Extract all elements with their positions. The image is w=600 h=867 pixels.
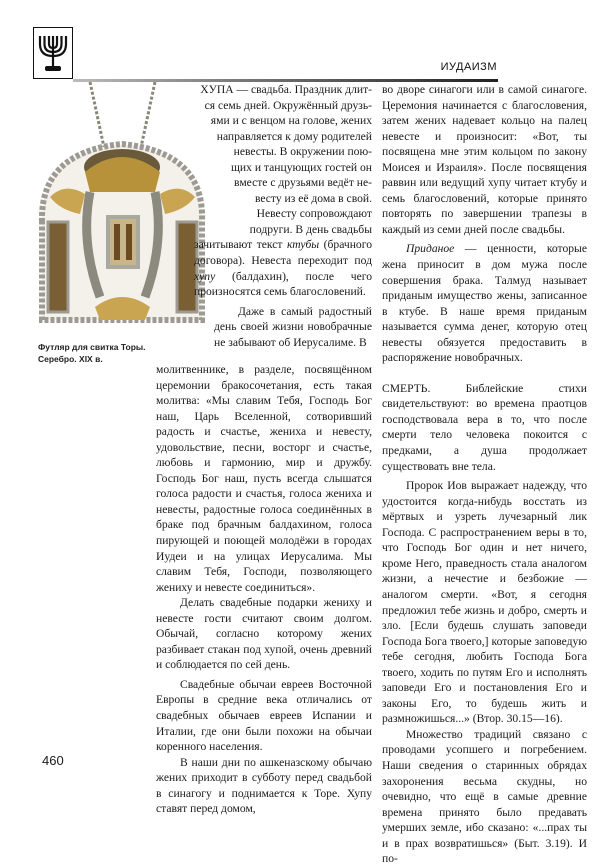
ceremony-paragraph: во дворе синагоги или в самой синагоге. Церемония начинается с благословения, затем жених надевает кольцо на палец невесте и произносит: «Вот, ты посвящена мне этим кольцом по закону Моисея и Израиля». После посвящения раввин или ведущий хупу читает ктубу и семь благословений, которые принято повторять по завершении трапезы в каждый из семи дней после свадьбы. (382, 83, 587, 236)
text-line: направляется к дому родителей (216, 129, 372, 143)
left-column-main (156, 362, 372, 817)
menorah-icon (37, 32, 69, 74)
prayer-paragraph: молитвеннике, в разделе, посвящённом церемонии бракосочетания, есть такая молитва: «Мы славим Тебя, Господь Бог наш, Царь Вселенной, сотворивший радость и счастье, жениха и невесту, удовольствие, песни, восторг и счастье, любовь и гармонию, мир и дружбу. Господь Бог наш, пусть всегда слышатся голоса радости и счастья, голоса жениха и невесты, радостные голоса соединённых в браке под брачным балдахином, голоса пирующей и поющей молодёжи в городах Иудеи и на улицах Иерусалима. Мы славим Тебя, Господи, позволяющего жениху и невесте соединиться». (156, 363, 372, 594)
burial-paragraph: Множество традиций связано с проводами усопшего и погребением. Наши сведения о старинных обрядах захоронения весьма скудны, но очевидно, что ещё в самые древние времена принято было предавать умерших земле, ибо сказано: «...прах ты и в прах возвратишься» (Быт. 3.19). И по- (382, 727, 587, 866)
ashkenazi-paragraph: В наши дни по ашкеназскому обычаю жених приходит в субботу перед свадьбой в синагогу и поднимается к Торе. Хупу ставят перед домом, (156, 755, 372, 816)
term-death: СМЕРТЬ (382, 381, 428, 395)
page-number: 460 (42, 753, 64, 768)
right-column (382, 82, 587, 867)
ketuba-paragraph: зачитывают текст ктубы (брачного договора). Невеста переходит под хупу (балдахин), после чего произносятся семь благословений. (194, 238, 372, 299)
section-title: ИУДАИЗМ (440, 61, 497, 73)
caption-line-1: Футляр для свитка Торы. (38, 342, 146, 352)
dowry-paragraph: Приданое — ценности, которые жена приносит в дом мужа после совершения брака. Талмуд называет приданым имущество жены, записанное в ктубе. В наше время приданым называется сумма денег, которую отец невесты обязуется предоставить в распоряжение новобрачных. (382, 242, 587, 365)
left-column-wrap (180, 82, 372, 350)
figure-caption (38, 341, 173, 365)
job-paragraph: Пророк Иов выражает надежду, что удостоится когда-нибудь восстать из мёртвых и узреть лучезарный лик Господа. С распространением веры в то, что Господь Бог один и нет ничего, кроме Него, праведность стала аналогом жизни, а нечестие и безбожие — аналогом смерти. «Вот, я сегодня предложил тебе жизнь и добро, смерть и зло. [Если будешь слушать заповеди Господа Бога твоего,] которые заповедую тебе сегодня, любить Господа Бога твоего, ходить по путям Его и исполнять заповеди Его и постановления Его и законы Его, то будешь жить и размножишься...» (Втор. 30.15—16). (382, 479, 587, 726)
jerusalem-paragraph: Даже в самый радостный день своей жизни новобрачные не забывают об Иерусалиме. В (214, 304, 372, 349)
gifts-paragraph: Делать свадебные подарки жениху и невесте гости считают своим долгом. Обычай, согласно которому жених разбивает стакан под хупой, очень древний и соблюдается по сей день. (156, 596, 372, 672)
text-line: ся семь дней. Окружённый друзь- (204, 98, 372, 112)
caption-line-2: Серебро. XIX в. (38, 354, 103, 364)
term-dowry: Приданое (406, 242, 455, 256)
customs-paragraph: Свадебные обычаи евреев Восточной Европы в средние века отличались от свадебных обычаев евреев Испании и Италии, где они были похожи на обычаи коренного населения. (156, 677, 372, 754)
text-line: вместе с друзьями ведёт не- (234, 176, 372, 190)
term-ketuba: ктубы (286, 238, 320, 252)
text-line: весту из её дома в свой. (254, 191, 372, 205)
text-line: Невесту сопровождают (256, 207, 372, 221)
text-line: подруги. В день свадьбы (249, 222, 372, 236)
text-line: ХУПА — свадьба. Праздник длит- (200, 83, 372, 96)
text-line: невесты. В окружении пою- (233, 145, 372, 159)
term-hupa: хупу (194, 269, 216, 283)
text-line: щих и танцующих гостей он (231, 160, 372, 174)
section-logo (33, 27, 73, 79)
death-paragraph: СМЕРТЬ. Библейские стихи свидетельствуют: во времена праотцов господствовала вера в то, что после смерти тело человека покоится с предками, а душа продолжает существовать вне тела. (382, 381, 587, 473)
text-line: ями и с венцом на голове, жених (210, 114, 372, 128)
